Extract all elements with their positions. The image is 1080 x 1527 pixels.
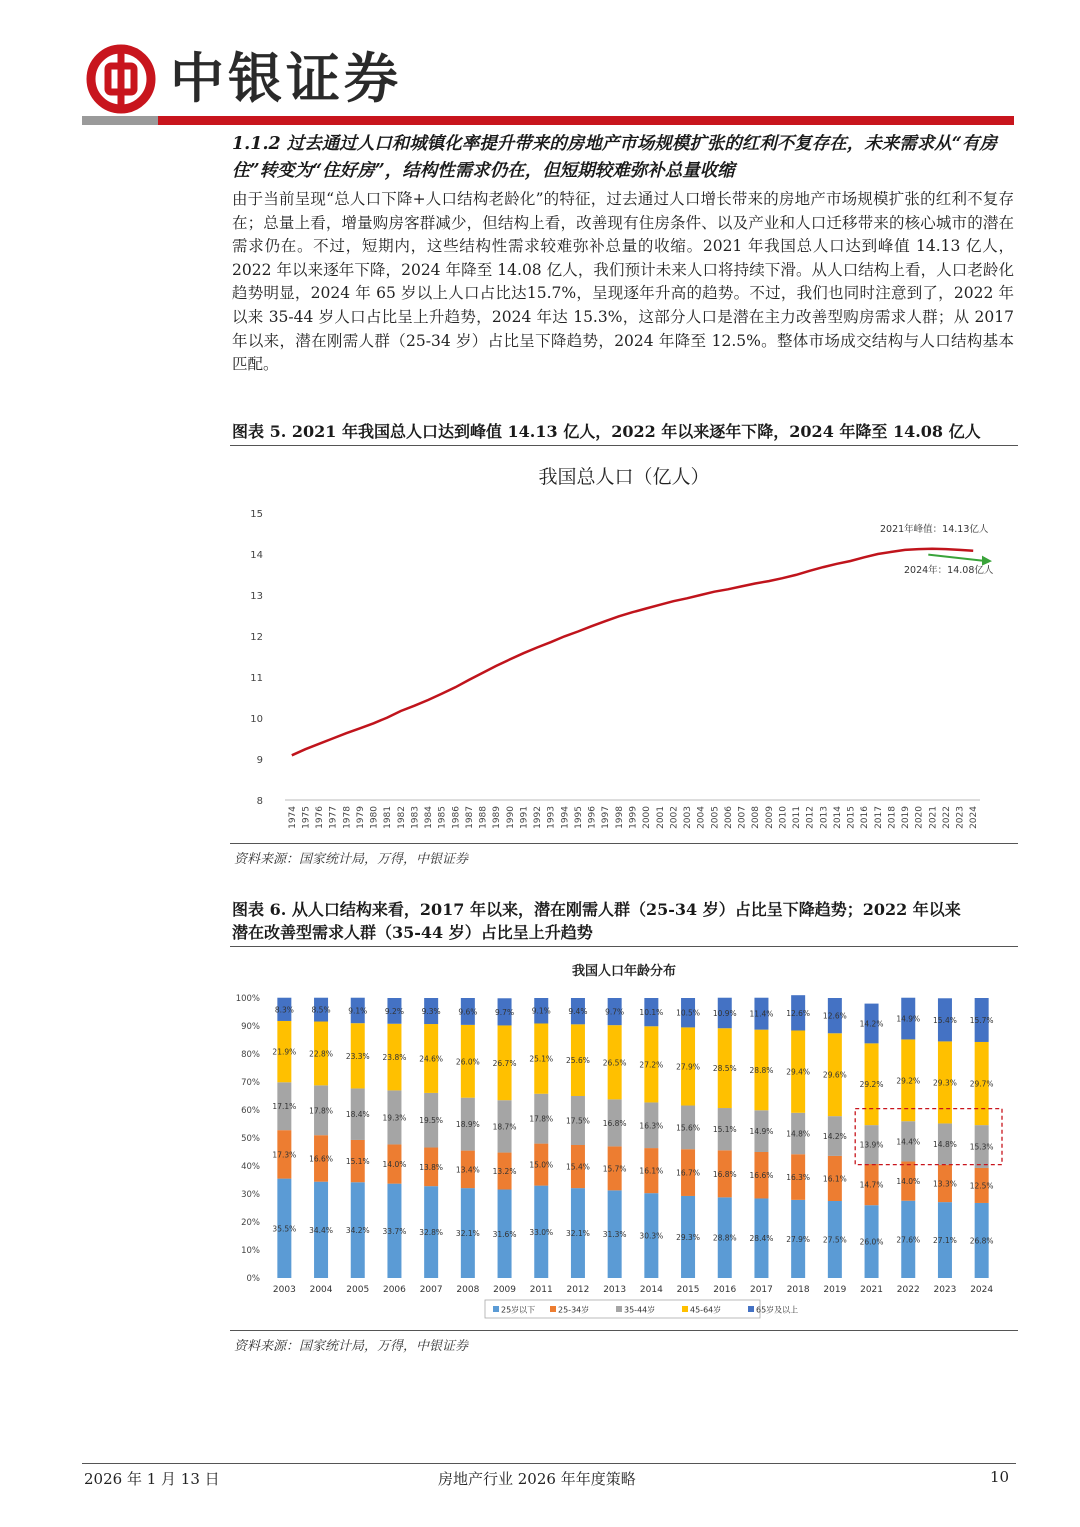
- chart1-xtick-label: 1980: [369, 806, 380, 829]
- chart2-xtick-label: 2009: [493, 1285, 517, 1295]
- chart1-ytick-label: 13: [250, 591, 263, 602]
- chart1-xtick-label: 2014: [832, 806, 843, 829]
- chart1-xtick-label: 1988: [478, 806, 489, 829]
- chart2-data-label: 25.1%: [529, 1054, 554, 1064]
- chart1-annotation-2024: 2024年：14.08亿人: [904, 565, 994, 576]
- chart2-data-label: 29.3%: [933, 1078, 957, 1088]
- chart2-data-label: 14.0%: [896, 1177, 921, 1187]
- chart2-legend-label: 45-64岁: [690, 1305, 722, 1315]
- chart1-xtick-label: 1990: [505, 806, 516, 829]
- chart2-data-label: 14.0%: [382, 1160, 407, 1170]
- chart2-data-label: 9.3%: [421, 1007, 441, 1017]
- figure6-top-rule: [230, 946, 1018, 947]
- chart2-data-label: 16.3%: [786, 1173, 811, 1183]
- chart1-xtick-label: 1998: [614, 806, 625, 829]
- chart2-data-label: 9.6%: [458, 1007, 478, 1017]
- chart2-data-label: 33.7%: [382, 1226, 407, 1236]
- chart2-legend-label: 65岁及以上: [756, 1305, 799, 1315]
- chart2-data-label: 35.5%: [272, 1224, 297, 1234]
- chart2-data-label: 19.5%: [419, 1116, 444, 1126]
- chart2-ytick-label: 70%: [241, 1078, 260, 1088]
- brand-name: 中银证券: [170, 46, 402, 110]
- chart2-data-label: 29.7%: [969, 1079, 994, 1089]
- chart2-data-label: 29.4%: [786, 1067, 811, 1077]
- chart1-series-line: [292, 549, 973, 756]
- chart1-xtick-label: 1979: [355, 806, 366, 829]
- figure6-bottom-rule: [230, 1330, 1018, 1331]
- chart2-data-label: 15.4%: [933, 1015, 957, 1025]
- chart1-ytick-label: 15: [250, 509, 263, 520]
- chart1-xtick-label: 2003: [683, 806, 694, 829]
- chart2-data-label: 16.8%: [602, 1118, 627, 1128]
- chart2-data-label: 15.3%: [969, 1142, 994, 1152]
- chart2-xtick-label: 2023: [933, 1285, 957, 1295]
- chart2-data-label: 29.3%: [676, 1232, 700, 1242]
- chart1-xtick-label: 2000: [642, 806, 653, 829]
- chart2-data-label: 9.4%: [568, 1007, 588, 1017]
- chart2-data-label: 32.1%: [566, 1229, 590, 1239]
- chart2-data-label: 14.9%: [896, 1014, 921, 1024]
- chart2-data-label: 13.9%: [859, 1140, 884, 1150]
- chart2-data-label: 25.6%: [566, 1056, 590, 1066]
- chart2-legend-swatch: [550, 1306, 556, 1312]
- footer-date: 2026 年 1 月 13 日: [84, 1470, 220, 1488]
- chart1-xtick-label: 1995: [573, 806, 584, 829]
- chart2-xtick-label: 2006: [382, 1285, 406, 1295]
- chart2-data-label: 9.1%: [531, 1006, 551, 1016]
- chart2-data-label: 29.2%: [896, 1076, 921, 1086]
- chart2-ytick-label: 50%: [241, 1134, 260, 1144]
- chart2-data-label: 27.6%: [896, 1235, 921, 1245]
- chart1-ytick-label: 9: [256, 755, 263, 766]
- chart2-data-label: 15.7%: [602, 1164, 627, 1174]
- chart1-xtick-label: 1985: [437, 806, 448, 829]
- chart2-data-label: 26.0%: [859, 1237, 884, 1247]
- chart2-ytick-label: 100%: [235, 994, 260, 1004]
- chart1-xtick-label: 2008: [751, 806, 762, 829]
- chart2-data-label: 23.8%: [382, 1053, 407, 1063]
- chart2-xtick-label: 2017: [749, 1285, 773, 1295]
- chart1-xtick-label: 1984: [424, 806, 435, 829]
- chart1-xtick-label: 2011: [792, 806, 803, 829]
- chart2-legend-swatch: [493, 1306, 499, 1312]
- chart1-xtick-label: 2005: [710, 806, 721, 829]
- chart2-data-label: 12.5%: [969, 1181, 994, 1191]
- chart2-data-label: 33.0%: [529, 1227, 554, 1237]
- chart2-data-label: 28.8%: [712, 1233, 737, 1243]
- chart2-ytick-label: 40%: [241, 1162, 260, 1172]
- chart1-xtick-label: 2016: [860, 806, 871, 829]
- chart2-ytick-label: 90%: [241, 1022, 260, 1032]
- chart2-data-label: 10.1%: [639, 1008, 664, 1018]
- figure6-caption-line2: 潜在改善型需求人群（35-44 岁）占比呈上升趋势: [232, 923, 593, 942]
- chart2-xtick-label: 2014: [639, 1285, 663, 1295]
- chart1-xtick-label: 1997: [601, 806, 612, 829]
- footer-title: 房地产行业 2026 年年度策略: [438, 1470, 636, 1488]
- chart1-xtick-label: 1996: [587, 806, 598, 829]
- chart2-legend-label: 35-44岁: [624, 1305, 656, 1315]
- chart1-trend-arrow: [928, 555, 982, 561]
- chart2-data-label: 16.3%: [639, 1121, 664, 1131]
- chart1-xtick-label: 2024: [969, 806, 980, 829]
- chart1-ytick-label: 10: [250, 714, 263, 725]
- chart2-xtick-label: 2004: [309, 1285, 333, 1295]
- chart2-legend-label: 25-34岁: [558, 1305, 590, 1315]
- chart2-data-label: 11.4%: [749, 1009, 774, 1019]
- chart2-data-label: 13.4%: [455, 1165, 480, 1175]
- chart1-xtick-label: 1983: [410, 806, 421, 829]
- chart2-data-label: 17.8%: [529, 1114, 554, 1124]
- chart2-xtick-label: 2015: [676, 1285, 700, 1295]
- chart2-data-label: 27.5%: [822, 1235, 847, 1245]
- chart2-legend-swatch: [616, 1306, 622, 1312]
- chart1-xtick-label: 1999: [628, 806, 639, 829]
- chart2-ytick-label: 60%: [241, 1106, 260, 1116]
- population-line-chart: [230, 445, 1018, 843]
- chart2-data-label: 22.8%: [309, 1049, 333, 1059]
- chart2-legend-swatch: [682, 1306, 688, 1312]
- chart1-xtick-label: 1992: [533, 806, 544, 829]
- chart1-xtick-label: 2001: [655, 806, 666, 829]
- chart2-data-label: 17.8%: [309, 1106, 333, 1116]
- chart1-xtick-label: 2010: [778, 806, 789, 829]
- chart1-xtick-label: 1986: [451, 806, 462, 829]
- chart1-xtick-label: 1974: [287, 806, 298, 829]
- chart2-data-label: 14.7%: [859, 1180, 884, 1190]
- chart2-data-label: 15.1%: [345, 1157, 370, 1167]
- chart2-data-label: 14.2%: [859, 1019, 884, 1029]
- chart2-data-label: 10.9%: [712, 1008, 737, 1018]
- chart1-xtick-label: 1981: [383, 806, 394, 829]
- chart1-xtick-label: 1978: [342, 806, 353, 829]
- chart2-data-label: 17.3%: [272, 1150, 297, 1160]
- chart2-ytick-label: 20%: [241, 1218, 260, 1228]
- chart2-data-label: 17.5%: [566, 1116, 590, 1126]
- header-rule-gray: [82, 116, 158, 125]
- footer-rule: [82, 1463, 1016, 1464]
- header-rule-red: [158, 116, 1014, 125]
- chart2-data-label: 28.4%: [749, 1234, 774, 1244]
- chart2-xtick-label: 2022: [896, 1285, 920, 1295]
- chart1-xtick-label: 2022: [941, 806, 952, 829]
- figure5-caption: 图表 5. 2021 年我国总人口达到峰值 14.13 亿人，2022 年以来逐年下降，2024 年降至 14.08 亿人: [232, 422, 981, 441]
- chart2-data-label: 16.6%: [749, 1171, 774, 1181]
- chart2-data-label: 9.1%: [348, 1006, 368, 1016]
- chart1-xtick-label: 1987: [464, 806, 475, 829]
- chart2-data-label: 8.3%: [274, 1005, 294, 1015]
- chart2-xtick-label: 2012: [566, 1285, 590, 1295]
- chart2-data-label: 26.0%: [455, 1057, 480, 1067]
- chart2-data-label: 9.7%: [495, 1007, 515, 1017]
- chart1-xtick-label: 2009: [764, 806, 775, 829]
- chart2-data-label: 34.2%: [345, 1226, 370, 1236]
- chart1-xtick-label: 1975: [301, 806, 312, 829]
- chart2-data-label: 30.3%: [639, 1231, 664, 1241]
- chart2-data-label: 18.7%: [492, 1122, 517, 1132]
- chart2-data-label: 29.2%: [859, 1080, 884, 1090]
- chart1-xtick-label: 2007: [737, 806, 748, 829]
- chart2-data-label: 32.8%: [419, 1228, 444, 1238]
- age-distribution-chart: [230, 950, 1018, 1330]
- chart1-xtick-label: 2002: [669, 806, 680, 829]
- chart2-data-label: 28.5%: [712, 1064, 737, 1074]
- chart1-xtick-label: 1982: [396, 806, 407, 829]
- chart2-data-label: 27.1%: [933, 1236, 957, 1246]
- chart2-data-label: 16.6%: [309, 1154, 333, 1164]
- figure6-source: 资料来源：国家统计局，万得，中银证券: [234, 1339, 469, 1354]
- bank-logo-icon: [86, 44, 156, 114]
- chart2-xtick-label: 2024: [970, 1285, 994, 1295]
- chart1-xtick-label: 2021: [928, 806, 939, 829]
- chart2-title: 我国人口年龄分布: [571, 964, 677, 979]
- chart2-data-label: 16.1%: [639, 1166, 664, 1176]
- chart2-data-label: 27.9%: [786, 1234, 811, 1244]
- chart2-data-label: 14.4%: [896, 1137, 921, 1147]
- body-paragraph: 由于当前呈现“总人口下降+人口结构老龄化”的特征，过去通过人口增长带来的房地产市场规模扩张的红利不复存在；总量上看，增量购房客群减少，但结构上看，改善现有住房条件、以及产业和人口迁移带来的核心城市的潜在需求仍在。不过，短期内，这些结构性需求较难弥补总量的收缩。2021 年我国总人口达到峰值 14.13 亿人，2022 年以来逐年下降，2024 年降至 14.08 亿人，我们预计未来人口将持续下滑。从人口结构上看，人口老龄化趋势明显，2024 年 65 岁以上人口占比达15.7%，呈现逐年升高的趋势。不过，我们也同时注意到了，2022 年以来 35-44 岁人口占比呈上升趋势，2024 年达 15.3%，这部分人口是潜在主力改善型购房需求人群；从 2017 年以来，潜在刚需人群（25-34 岁）占比呈下降趋势，2024 年降至 12.5%。整体市场成交结构与人口结构基本匹配。: [232, 190, 1014, 374]
- chart1-xtick-label: 2013: [819, 806, 830, 829]
- chart2-data-label: 16.1%: [822, 1174, 847, 1184]
- chart1-xtick-label: 2015: [846, 806, 857, 829]
- chart1-xtick-label: 2023: [955, 806, 966, 829]
- chart1-title: 我国总人口（亿人）: [538, 466, 710, 488]
- chart2-data-label: 26.5%: [602, 1058, 627, 1068]
- chart2-xtick-label: 2008: [456, 1285, 480, 1295]
- chart2-data-label: 13.2%: [492, 1167, 517, 1177]
- chart1-ytick-label: 11: [250, 673, 263, 684]
- figure6-caption-line1: 图表 6. 从人口结构来看，2017 年以来，潜在刚需人群（25-34 岁）占比呈下降趋势；2022 年以来: [232, 900, 961, 919]
- chart2-data-label: 14.8%: [933, 1140, 957, 1150]
- chart2-data-label: 13.3%: [933, 1179, 957, 1189]
- chart2-xtick-label: 2013: [603, 1285, 627, 1295]
- chart2-data-label: 21.9%: [272, 1047, 297, 1057]
- chart2-data-label: 26.7%: [492, 1058, 517, 1068]
- chart2-data-label: 31.3%: [602, 1230, 627, 1240]
- chart1-xtick-label: 1976: [315, 806, 326, 829]
- chart1-xtick-label: 1993: [546, 806, 557, 829]
- chart1-xtick-label: 1994: [560, 806, 571, 829]
- chart2-data-label: 9.7%: [605, 1007, 625, 1017]
- chart2-data-label: 13.8%: [419, 1162, 444, 1172]
- chart2-data-label: 15.0%: [529, 1160, 554, 1170]
- figure5-source: 资料来源：国家统计局，万得，中银证券: [234, 852, 469, 867]
- chart2-data-label: 32.1%: [455, 1229, 480, 1239]
- chart2-data-label: 10.5%: [676, 1008, 700, 1018]
- chart2-xtick-label: 2003: [272, 1285, 296, 1295]
- chart2-data-label: 12.6%: [786, 1008, 811, 1018]
- chart1-xtick-label: 2020: [914, 806, 925, 829]
- chart1-xtick-label: 2006: [723, 806, 734, 829]
- chart1-xtick-label: 2018: [887, 806, 898, 829]
- chart1-annotation-peak: 2021年峰值：14.13亿人: [880, 524, 989, 535]
- chart2-xtick-label: 2021: [860, 1285, 884, 1295]
- chart2-data-label: 9.2%: [384, 1006, 404, 1016]
- page-number: 10: [990, 1468, 1010, 1486]
- section-heading: 1.1.2 过去通过人口和城镇化率提升带来的房地产市场规模扩张的红利不复存在，未来需求从“有房住”转变为“住好房”，结构性需求仍在，但短期较难弥补总量收缩: [232, 134, 997, 181]
- chart2-ytick-label: 10%: [241, 1246, 260, 1256]
- chart2-data-label: 27.9%: [676, 1062, 700, 1072]
- chart2-data-label: 18.4%: [345, 1110, 370, 1120]
- chart2-legend-label: 25岁以下: [501, 1305, 536, 1315]
- chart2-data-label: 16.8%: [712, 1169, 737, 1179]
- figure5-bottom-rule: [230, 843, 1018, 844]
- chart2-ytick-label: 80%: [241, 1050, 260, 1060]
- chart2-data-label: 27.2%: [639, 1060, 664, 1070]
- chart2-data-label: 28.8%: [749, 1065, 774, 1075]
- chart2-data-label: 23.3%: [345, 1051, 370, 1061]
- chart2-data-label: 17.1%: [272, 1102, 297, 1112]
- chart2-data-label: 24.6%: [419, 1054, 444, 1064]
- chart1-xtick-label: 2012: [805, 806, 816, 829]
- chart2-xtick-label: 2005: [346, 1285, 370, 1295]
- chart2-legend-swatch: [748, 1306, 754, 1312]
- chart1-xtick-label: 2004: [696, 806, 707, 829]
- chart2-data-label: 14.2%: [822, 1132, 847, 1142]
- chart2-xtick-label: 2019: [823, 1285, 847, 1295]
- chart2-data-label: 26.8%: [969, 1236, 994, 1246]
- chart2-xtick-label: 2007: [419, 1285, 443, 1295]
- chart1-ytick-label: 14: [250, 550, 263, 561]
- chart2-xtick-label: 2018: [786, 1285, 810, 1295]
- chart2-xtick-label: 2016: [713, 1285, 737, 1295]
- chart2-data-label: 31.6%: [492, 1229, 517, 1239]
- chart1-xtick-label: 1977: [328, 806, 339, 829]
- chart2-data-label: 19.3%: [382, 1113, 407, 1123]
- chart2-data-label: 15.4%: [566, 1162, 590, 1172]
- chart2-data-label: 18.9%: [455, 1120, 480, 1130]
- chart2-data-label: 8.5%: [311, 1005, 331, 1015]
- chart2-xtick-label: 2011: [529, 1285, 553, 1295]
- chart1-xtick-label: 2017: [873, 806, 884, 829]
- chart2-ytick-label: 0%: [246, 1274, 260, 1284]
- chart2-data-label: 16.7%: [676, 1168, 700, 1178]
- chart1-xtick-label: 1989: [492, 806, 503, 829]
- chart2-data-label: 34.4%: [309, 1225, 333, 1235]
- chart2-data-label: 29.6%: [822, 1070, 847, 1080]
- chart1-xtick-label: 2019: [901, 806, 912, 829]
- chart2-data-label: 15.7%: [969, 1015, 994, 1025]
- chart2-data-label: 14.9%: [749, 1127, 774, 1137]
- chart1-ytick-label: 8: [256, 796, 263, 807]
- chart1-ytick-label: 12: [250, 632, 263, 643]
- chart2-ytick-label: 30%: [241, 1190, 260, 1200]
- chart2-data-label: 14.8%: [786, 1129, 811, 1139]
- chart2-data-label: 12.6%: [822, 1011, 847, 1021]
- chart2-data-label: 15.1%: [712, 1125, 737, 1135]
- chart2-data-label: 15.6%: [676, 1123, 700, 1133]
- chart1-xtick-label: 1991: [519, 806, 530, 829]
